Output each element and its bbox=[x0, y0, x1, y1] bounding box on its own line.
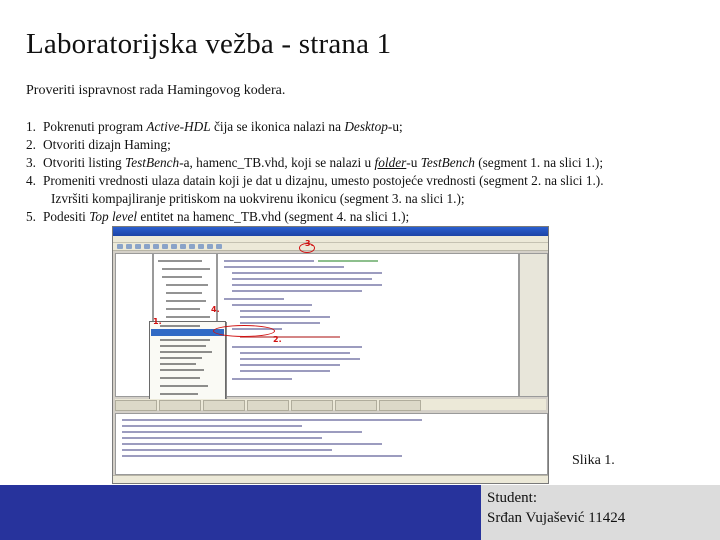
ide-code-editor bbox=[217, 253, 519, 397]
annotation-ring bbox=[213, 325, 275, 337]
toolbar-icon bbox=[162, 244, 168, 249]
slide-lead-text: Proveriti ispravnost rada Hamingovog kodera. bbox=[26, 83, 286, 98]
step-text-part: -u bbox=[406, 155, 421, 170]
steps-list bbox=[26, 118, 716, 226]
document-tab bbox=[203, 400, 245, 411]
toolbar-icon bbox=[180, 244, 186, 249]
ide-context-menu bbox=[149, 321, 226, 405]
document-tab bbox=[159, 400, 201, 411]
step-text-italic: TestBench bbox=[420, 155, 475, 170]
document-tab bbox=[335, 400, 377, 411]
ide-statusbar bbox=[113, 475, 548, 483]
step-number: 3. bbox=[26, 155, 36, 170]
step-text bbox=[43, 154, 716, 172]
step-text-part: čija se ikonica nalazi na bbox=[210, 119, 345, 134]
toolbar-icon bbox=[189, 244, 195, 249]
step-text: Otvoriti dizajn Haming; bbox=[43, 137, 171, 152]
step-text-part: Pokrenuti program bbox=[43, 119, 147, 134]
step-5 bbox=[26, 208, 716, 226]
step-text-part: Otvoriti listing bbox=[43, 155, 126, 170]
segment-label-1: 1. bbox=[153, 317, 162, 326]
document-tab bbox=[247, 400, 289, 411]
toolbar-icon bbox=[135, 244, 141, 249]
step-text bbox=[43, 208, 716, 226]
step-text-part: entitet na hamenc_TB.vhd (segment 4. na slici 1.); bbox=[137, 209, 410, 224]
step-3 bbox=[26, 154, 716, 172]
step-text-part: -u; bbox=[387, 119, 403, 134]
figure-caption: Slika 1. bbox=[572, 453, 615, 468]
ide-console-panel bbox=[115, 413, 548, 475]
segment-label-4: 4. bbox=[211, 305, 220, 314]
ide-document-tabs bbox=[115, 399, 546, 410]
toolbar-icon bbox=[171, 244, 177, 249]
document-tab bbox=[291, 400, 333, 411]
annotation-ring bbox=[299, 243, 315, 253]
step-2 bbox=[26, 136, 716, 154]
slide-title: Laboratorijska vežba - strana 1 bbox=[26, 28, 392, 60]
step-text-italic: Desktop bbox=[344, 119, 388, 134]
toolbar-icon bbox=[216, 244, 222, 249]
step-text-part: -a, hamenc_TB.vhd, koji se nalazi u bbox=[179, 155, 375, 170]
document-tab bbox=[115, 400, 157, 411]
toolbar-icon bbox=[144, 244, 150, 249]
step-text-italic: TestBench bbox=[125, 155, 180, 170]
step-4 bbox=[26, 172, 716, 190]
ide-menubar bbox=[113, 236, 548, 243]
toolbar-icon bbox=[153, 244, 159, 249]
segment-label-2: 2. bbox=[273, 335, 282, 344]
student-info-box bbox=[481, 485, 720, 540]
step-text-italic: folder bbox=[374, 155, 407, 170]
step-number: 5. bbox=[26, 209, 36, 224]
toolbar-icon bbox=[207, 244, 213, 249]
step-text-italic: Active-HDL bbox=[146, 119, 211, 134]
step-text-italic: Top level bbox=[89, 209, 138, 224]
document-tab bbox=[379, 400, 421, 411]
step-text: Promeniti vrednosti ulaza datain koji je dat u dizajnu, umesto postojeće vrednosti (segment 2. na slici 1.). bbox=[43, 173, 604, 188]
step-1 bbox=[26, 118, 716, 136]
toolbar-icon bbox=[117, 244, 123, 249]
ide-toolbar bbox=[113, 243, 548, 251]
ide-side-panel bbox=[115, 253, 153, 397]
step-text bbox=[43, 118, 716, 136]
segment-label-3: 3. bbox=[305, 239, 314, 248]
step-number: 2. bbox=[26, 137, 36, 152]
step-number: 1. bbox=[26, 119, 36, 134]
step-text-part: Podesiti bbox=[43, 209, 90, 224]
toolbar-icon bbox=[126, 244, 132, 249]
toolbar-icon bbox=[198, 244, 204, 249]
step-number: 4. bbox=[26, 173, 36, 188]
student-label: Student: bbox=[487, 490, 538, 506]
step-4-continuation: Izvršiti kompajliranje pritiskom na uokvirenu ikonicu (segment 3. na slici 1.); bbox=[51, 191, 465, 206]
ide-titlebar bbox=[113, 227, 548, 236]
ide-screenshot-figure bbox=[112, 226, 549, 484]
student-name: Srđan Vujašević 11424 bbox=[487, 510, 626, 526]
ide-right-panel bbox=[519, 253, 548, 397]
step-text-part: (segment 1. na slici 1.); bbox=[474, 155, 604, 170]
